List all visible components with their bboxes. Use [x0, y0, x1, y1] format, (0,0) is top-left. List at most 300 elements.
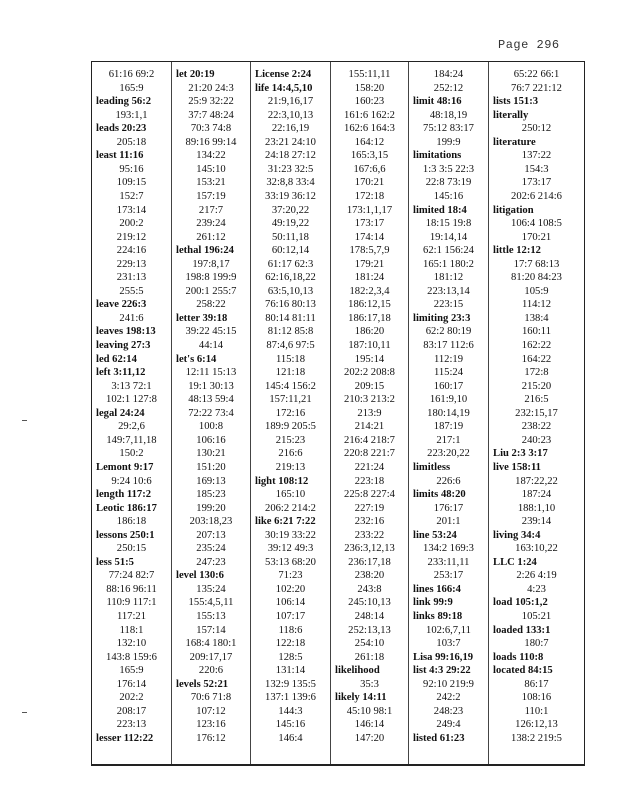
index-locator: 174:14: [354, 231, 385, 243]
index-locator: 209:15: [354, 380, 385, 392]
index-column-3: [250, 62, 330, 764]
index-locator: 3:13 72:1: [111, 380, 152, 392]
index-locator: 189:9 205:5: [265, 421, 316, 433]
index-locator: 239:24: [196, 218, 226, 230]
index-locator: 155:13: [196, 611, 226, 622]
index-locator: 118:6: [278, 624, 303, 636]
index-locator: 170:21: [521, 231, 552, 243]
index-locator: 205:18: [116, 136, 147, 148]
index-locator: 199:9: [436, 136, 461, 148]
index-locator: 229:13: [116, 258, 147, 270]
index-locator: 210:3 213:2: [344, 394, 395, 406]
index-locator: 165:3,15: [350, 150, 389, 162]
index-locator: 184:24: [433, 69, 464, 80]
index-locator: 243:8: [357, 583, 382, 595]
index-locator: 180:7: [524, 638, 549, 650]
index-column-5: [408, 62, 488, 764]
index-locator: 121:18: [275, 367, 306, 379]
index-locator: 235:24: [196, 543, 226, 555]
index-locator: 32:8,8 33:4: [266, 177, 315, 189]
index-locator: 213:9: [357, 407, 382, 419]
index-term: leads 20:23: [96, 123, 147, 135]
index-term: located 84:15: [493, 665, 553, 677]
index-locator: 163:10,22: [515, 543, 558, 555]
index-locator: 76:7 221:12: [511, 82, 562, 94]
index-locator: 22:3,10,13: [267, 109, 314, 121]
index-locator: 247:23: [196, 556, 226, 568]
index-locator: 223:18: [354, 475, 385, 487]
index-locator: 224:16: [116, 245, 147, 257]
index-locator: 187:10,11: [348, 340, 391, 351]
index-locator: 134:22: [196, 150, 226, 162]
index-locator: 71:23: [278, 570, 303, 582]
index-term: links 89:18: [413, 611, 463, 622]
index-locator: 236:17,18: [348, 556, 391, 568]
index-locator: 76:16 80:13: [265, 299, 316, 311]
index-locator: 106:4 108:5: [511, 218, 562, 230]
index-term: little 12:12: [493, 245, 541, 257]
index-term: lessons 250:1: [96, 529, 155, 541]
index-term: least 11:16: [96, 150, 144, 162]
index-locator: 70:3 74:8: [190, 123, 232, 135]
index-locator: 87:4,6 97:5: [266, 340, 315, 351]
index-locator: 137:22: [521, 150, 552, 162]
index-term: line 53:24: [413, 529, 457, 541]
index-locator: 145:10: [196, 163, 226, 175]
index-locator: 207:13: [196, 529, 226, 541]
index-locator: 225:8 227:4: [344, 489, 395, 501]
index-locator: 143:8 159:6: [106, 651, 157, 663]
index-locator: 44:14: [198, 340, 224, 351]
index-locator: 208:17: [116, 705, 147, 717]
index-locator: 258:22: [196, 299, 226, 311]
index-locator: 193:1,1: [115, 109, 148, 121]
index-term: letter 39:18: [176, 312, 228, 324]
index-locator: 161:6 162:2: [344, 109, 395, 121]
index-locator: 223:13: [116, 719, 147, 731]
index-locator: 62:1 156:24: [423, 245, 474, 257]
index-term: literally: [493, 109, 529, 121]
index-term: leaving 27:3: [96, 340, 151, 351]
index-term: like 6:21 7:22: [255, 516, 316, 528]
index-locator: 53:13 68:20: [265, 556, 316, 568]
index-locator: 106:16: [196, 434, 226, 446]
index-term: leaves 198:13: [96, 326, 156, 338]
index-locator: 182:2,3,4: [349, 285, 390, 297]
index-locator: 155:4,5,11: [188, 597, 234, 609]
index-locator: 181:12: [433, 272, 464, 284]
index-locator: 172:18: [354, 190, 385, 202]
index-locator: 161:9,10: [429, 394, 468, 406]
index-locator: 145:4 156:2: [265, 380, 316, 392]
index-locator: 100:8: [198, 421, 224, 433]
index-locator: 103:7: [436, 638, 461, 650]
index-locator: 223:13,14: [427, 285, 470, 297]
index-locator: 145:16: [433, 190, 464, 202]
index-locator: 102:20: [275, 583, 306, 595]
index-locator: 165:10: [275, 489, 306, 501]
index-locator: 109:15: [116, 177, 147, 189]
index-locator: 167:6,6: [353, 163, 386, 175]
index-locator: 250:15: [116, 543, 147, 555]
index-locator: 137:1 139:6: [265, 692, 316, 704]
index-locator: 168:4 180:1: [185, 638, 237, 650]
index-locator: 4:23: [527, 583, 546, 595]
index-locator: 83:17 112:6: [423, 340, 474, 351]
index-term: likelihood: [335, 665, 380, 677]
index-term: list 4:3 29:22: [413, 665, 471, 677]
index-locator: 118:1: [119, 624, 144, 636]
index-locator: 157:11,21: [269, 394, 312, 406]
index-term: left 3:11,12: [96, 367, 146, 379]
index-locator: 72:22 73:4: [188, 407, 234, 419]
index-locator: 233:11,11: [427, 556, 470, 568]
index-locator: 33:19 36:12: [265, 190, 316, 202]
index-locator: 115:24: [433, 367, 464, 379]
index-term: less 51:5: [96, 556, 134, 568]
index-term: levels 52:21: [176, 678, 229, 690]
index-term: length 117:2: [96, 489, 152, 501]
index-locator: 173:1,1,17: [346, 204, 393, 216]
index-locator: 232:16: [354, 516, 385, 528]
index-locator: 165:9: [119, 665, 144, 677]
index-locator: 25:9 32:22: [188, 96, 234, 108]
index-locator: 248:14: [354, 611, 385, 622]
index-locator: 198:8 199:9: [185, 272, 237, 284]
index-term: listed 61:23: [413, 732, 465, 744]
index-locator: 18:15 19:8: [425, 218, 472, 230]
index-term: lethal 196:24: [176, 245, 234, 257]
index-locator: 219:13: [275, 461, 306, 473]
index-term: life 14:4,5,10: [255, 82, 313, 94]
index-locator: 223:15: [433, 299, 464, 311]
index-locator: 146:4: [278, 732, 303, 744]
index-locator: 80:14 81:11: [265, 312, 316, 324]
index-locator: 12:11 15:13: [185, 367, 237, 379]
index-locator: 217:7: [198, 204, 224, 216]
index-locator: 106:14: [275, 597, 306, 609]
index-locator: 200:1 255:7: [185, 285, 237, 297]
index-locator: 172:8: [524, 367, 549, 379]
index-locator: 75:12 83:17: [423, 123, 474, 135]
index-locator: 176:14: [116, 678, 147, 690]
index-locator: 29:2,6: [118, 421, 145, 433]
index-locator: 23:21 24:10: [265, 136, 316, 148]
index-locator: 123:16: [196, 719, 226, 731]
index-locator: 253:17: [433, 570, 464, 582]
index-locator: 39:12 49:3: [267, 543, 314, 555]
index-term: limiting 23:3: [413, 312, 471, 324]
index-term: leading 56:2: [96, 96, 152, 108]
index-locator: 214:21: [354, 421, 385, 433]
index-term: Liu 2:3 3:17: [493, 448, 548, 460]
index-locator: 1:3 3:5 22:3: [422, 163, 475, 175]
index-term: limits 48:20: [413, 489, 466, 501]
index-term: lists 151:3: [493, 96, 539, 108]
index-locator: 226:6: [436, 475, 461, 487]
index-locator: 88:16 96:11: [106, 583, 157, 595]
index-locator: 130:21: [196, 448, 226, 460]
index-term: led 62:14: [96, 353, 137, 365]
index-locator: 37:7 48:24: [188, 109, 234, 121]
index-locator: 157:19: [196, 190, 226, 202]
index-locator: 61:16 69:2: [108, 69, 155, 80]
index-term: leave 226:3: [96, 299, 147, 311]
index-locator: 186:20: [354, 326, 385, 338]
index-locator: 216:4 218:7: [344, 434, 395, 446]
index-locator: 185:23: [196, 489, 226, 501]
index-locator: 186:12,15: [348, 299, 391, 311]
index-locator: 131:14: [275, 665, 306, 677]
index-locator: 187:24: [521, 489, 552, 501]
index-term: light 108:12: [255, 475, 309, 487]
index-column-4: [330, 62, 408, 764]
index-locator: 89:16 99:14: [185, 136, 237, 148]
index-locator: 22:8 73:19: [425, 177, 472, 189]
index-locator: 199:20: [196, 502, 226, 514]
index-locator: 48:18,19: [429, 109, 468, 121]
index-locator: 195:14: [354, 353, 385, 365]
index-locator: 216:6: [278, 448, 303, 460]
index-locator: 221:24: [354, 461, 385, 473]
index-locator: 219:12: [116, 231, 147, 243]
index-locator: 50:11,18: [272, 231, 309, 243]
index-locator: 132:9 135:5: [265, 678, 316, 690]
index-locator: 65:22 66:1: [513, 69, 560, 80]
index-term: License 2:24: [255, 69, 312, 80]
index-locator: 233:22: [354, 529, 385, 541]
index-locator: 179:21: [354, 258, 385, 270]
index-locator: 252:13,13: [348, 624, 391, 636]
index-locator: 17:7 68:13: [513, 258, 560, 270]
index-locator: 215:23: [275, 434, 306, 446]
index-locator: 45:10 98:1: [346, 705, 393, 717]
index-locator: 165:9: [119, 82, 144, 94]
index-locator: 63:5,10,13: [267, 285, 314, 297]
index-term: likely 14:11: [335, 692, 387, 704]
index-locator: 202:6 214:6: [511, 190, 562, 202]
index-term: Lisa 99:16,19: [413, 651, 474, 663]
index-locator: 181:24: [354, 272, 385, 284]
index-locator: 135:24: [196, 583, 226, 595]
index-term: Leotic 186:17: [96, 502, 157, 514]
index-locator: 238:20: [354, 570, 385, 582]
index-locator: 138:2 219:5: [511, 732, 562, 744]
index-term: lines 166:4: [413, 583, 461, 595]
index-locator: 176:12: [196, 732, 226, 744]
index-locator: 255:5: [119, 285, 144, 297]
index-locator: 48:13 59:4: [188, 394, 234, 406]
index-locator: 105:21: [521, 611, 552, 622]
index-locator: 35:3: [360, 678, 379, 690]
index-locator: 154:3: [524, 163, 549, 175]
index-locator: 165:1 180:2: [423, 258, 474, 270]
index-locator: 19:14,14: [429, 231, 468, 243]
index-locator: 173:14: [116, 204, 147, 216]
index-locator: 19:1 30:13: [188, 380, 234, 392]
index-locator: 239:14: [521, 516, 552, 528]
index-locator: 254:10: [354, 638, 385, 650]
index-locator: 187:19: [433, 421, 464, 433]
index-locator: 238:22: [521, 421, 552, 433]
index-locator: 160:23: [354, 96, 385, 108]
index-locator: 105:9: [524, 285, 549, 297]
index-term: link 99:9: [413, 597, 453, 609]
index-locator: 146:14: [354, 719, 385, 731]
index-locator: 115:18: [275, 353, 306, 365]
index-locator: 250:12: [521, 123, 552, 135]
index-locator: 242:2: [436, 692, 461, 704]
index-locator: 261:12: [196, 231, 226, 243]
index-locator: 187:22,22: [515, 475, 558, 487]
index-locator: 188:1,10: [517, 502, 556, 514]
index-locator: 203:18,23: [189, 516, 233, 528]
index-locator: 162:6 164:3: [344, 123, 395, 135]
index-locator: 107:17: [275, 611, 306, 622]
index-locator: 164:12: [354, 136, 385, 148]
page-number-label: Page 296: [498, 38, 560, 52]
index-locator: 197:8,17: [192, 258, 230, 270]
index-locator: 81:12 85:8: [267, 326, 314, 338]
index-term: live 158:11: [493, 461, 541, 473]
index-locator: 102:6,7,11: [426, 624, 471, 636]
index-locator: 178:5,7,9: [349, 245, 390, 257]
index-term: load 105:1,2: [493, 597, 548, 609]
index-locator: 153:21: [196, 177, 226, 189]
index-locator: 173:17: [521, 177, 552, 189]
index-locator: 128:5: [278, 651, 303, 663]
index-term: legal 24:24: [96, 407, 145, 419]
index-term: lesser 112:22: [96, 732, 154, 744]
index-column-1: [92, 62, 171, 764]
index-locator: 122:18: [275, 638, 306, 650]
index-locator: 117:21: [116, 611, 147, 622]
index-locator: 227:19: [354, 502, 385, 514]
index-locator: 220:6: [198, 665, 224, 677]
index-locator: 22:16,19: [271, 123, 310, 135]
index-locator: 252:12: [433, 82, 464, 94]
index-locator: 147:20: [354, 732, 385, 744]
index-locator: 112:19: [433, 353, 464, 365]
index-locator: 110:1: [524, 705, 549, 717]
index-locator: 150:2: [119, 448, 144, 460]
index-term: loaded 133:1: [493, 624, 551, 636]
index-locator: 206:2 214:2: [265, 502, 316, 514]
index-locator: 49:19,22: [271, 218, 310, 230]
index-term: literature: [493, 136, 536, 148]
index-locator: 215:20: [521, 380, 552, 392]
index-locator: 173:17: [354, 218, 385, 230]
index-locator: 31:23 32:5: [267, 163, 314, 175]
index-locator: 164:22: [521, 353, 552, 365]
index-locator: 21:9,16,17: [267, 96, 314, 108]
index-locator: 220:8 221:7: [344, 448, 395, 460]
margin-mark: [22, 420, 27, 421]
index-locator: 176:17: [433, 502, 464, 514]
index-table: [91, 61, 585, 766]
index-locator: 151:20: [196, 461, 226, 473]
index-locator: 169:13: [196, 475, 226, 487]
index-locator: 62:16,18,22: [265, 272, 316, 284]
index-locator: 201:1: [436, 516, 461, 528]
index-column-6: [488, 62, 584, 764]
index-locator: 223:20,22: [427, 448, 470, 460]
index-locator: 158:20: [354, 82, 385, 94]
index-term: level 130:6: [176, 570, 224, 582]
index-locator: 144:3: [278, 705, 303, 717]
index-locator: 200:2: [119, 218, 144, 230]
index-locator: 81:20 84:23: [511, 272, 562, 284]
index-locator: 2:26 4:19: [516, 570, 557, 582]
index-locator: 162:22: [521, 340, 552, 351]
index-locator: 186:18: [116, 516, 147, 528]
index-locator: 30:19 33:22: [265, 529, 316, 541]
index-locator: 160:11: [521, 326, 552, 338]
index-locator: 102:1 127:8: [106, 394, 157, 406]
index-locator: 138:4: [524, 312, 549, 324]
index-locator: 21:20 24:3: [188, 82, 234, 94]
index-locator: 37:20,22: [271, 204, 310, 216]
index-locator: 92:10 219:9: [423, 678, 474, 690]
index-locator: 157:14: [196, 624, 226, 636]
index-locator: 86:17: [524, 678, 549, 690]
index-locator: 172:16: [275, 407, 306, 419]
index-locator: 70:6 71:8: [190, 692, 232, 704]
index-locator: 180:14,19: [427, 407, 470, 419]
index-term: limit 48:16: [413, 96, 462, 108]
index-locator: 149:7,11,18: [106, 434, 157, 446]
index-locator: 170:21: [354, 177, 385, 189]
index-term: LLC 1:24: [493, 556, 537, 568]
index-locator: 248:23: [433, 705, 464, 717]
index-term: limitations: [413, 150, 462, 162]
index-locator: 232:15,17: [515, 407, 558, 419]
index-locator: 132:10: [116, 638, 147, 650]
index-locator: 217:1: [436, 434, 461, 446]
index-locator: 61:17 62:3: [267, 258, 314, 270]
index-locator: 9:24 10:6: [111, 475, 152, 487]
index-locator: 160:17: [433, 380, 464, 392]
index-locator: 114:12: [521, 299, 552, 311]
index-locator: 209:17,17: [189, 651, 233, 663]
index-locator: 107:12: [196, 705, 226, 717]
index-locator: 245:10,13: [348, 597, 391, 609]
index-locator: 145:16: [275, 719, 306, 731]
index-locator: 241:6: [119, 312, 144, 324]
index-locator: 240:23: [521, 434, 552, 446]
index-locator: 134:2 169:3: [423, 543, 474, 555]
index-term: limited 18:4: [413, 204, 467, 216]
index-locator: 231:13: [116, 272, 147, 284]
index-locator: 77:24 82:7: [108, 570, 155, 582]
index-term: let 20:19: [176, 69, 215, 80]
index-locator: 261:18: [354, 651, 385, 663]
index-locator: 249:4: [436, 719, 461, 731]
index-locator: 202:2 208:8: [344, 367, 395, 379]
index-locator: 216:5: [524, 394, 549, 406]
index-term: limitless: [413, 461, 451, 473]
index-locator: 39:22 45:15: [185, 326, 237, 338]
index-term: litigation: [493, 204, 534, 216]
index-locator: 24:18 27:12: [265, 150, 316, 162]
index-locator: 110:9 117:1: [106, 597, 157, 609]
index-locator: 152:7: [119, 190, 144, 202]
index-locator: 186:17,18: [348, 312, 391, 324]
index-term: Lemont 9:17: [96, 461, 154, 473]
index-term: loads 110:8: [493, 651, 544, 663]
index-term: living 34:4: [493, 529, 541, 541]
index-locator: 60:12,14: [271, 245, 310, 257]
